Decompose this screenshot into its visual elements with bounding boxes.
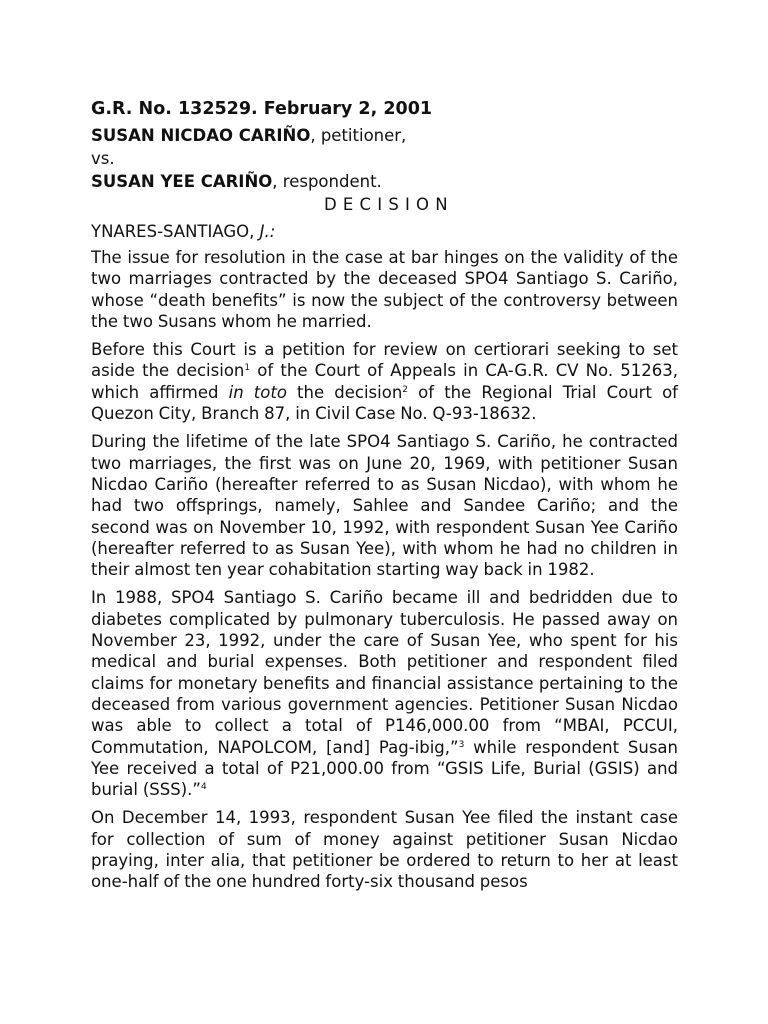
footnote-ref-2[interactable]: 2: [402, 384, 409, 395]
ponente-line: [91, 220, 678, 243]
paragraph-4-text-b: while respondent Susan Yee received a total of P21,000.00 from “GSIS Life, Burial (GSIS) and burial (SSS).”: [91, 737, 678, 800]
ponente-suffix: J.:: [259, 222, 276, 241]
paragraph-1: The issue for resolution in the case at bar hinges on the validity of the two marriages contracted by the deceased SPO4 Santiago S. Cariño, whose “death benefits” is now the subject of the controversy between the two Susans whom he married.: [91, 248, 678, 331]
footnote-ref-1[interactable]: 1: [244, 363, 251, 374]
paragraph-5: On December 14, 1993, respondent Susan Yee filed the instant case for collection of sum of money against petitioner Susan Nicdao praying, inter alia, that petitioner be ordered to return to her at least one-half of the one hundred forty-six thousand pesos: [91, 808, 678, 892]
paragraph-2-text-a: Before this Court is a petition for review on certiorari seeking to set aside the decision: [91, 340, 678, 381]
petitioner-role: , petitioner,: [310, 126, 407, 145]
versus-line: vs.: [91, 149, 115, 168]
paragraph-2: [91, 339, 678, 424]
paragraph-3: During the lifetime of the late SPO4 Santiago S. Cariño, he contracted two marriages, the first was on June 20, 1969, with petitioner Susan Nicdao Cariño (hereafter referred to as Susan Nicdao), with whom he had two offsprings, namely, Sahlee and Sandee Cariño; and the second was on November 10, 1992, with respondent Susan Yee Cariño (hereafter referred to as Susan Yee), with whom he had no children in their almost ten year cohabitation starting way back in 1982.: [91, 432, 678, 580]
case-number: G.R. No. 132529. February 2, 2001: [91, 99, 433, 119]
paragraph-4-text-a: In 1988, SPO4 Santiago S. Cariño became ill and bedridden due to diabetes complicated by pulmonary tuberculosis. He passed away on November 23, 1992, under the care of Susan Yee, who spent for his medical and burial expenses. Both petitioner and respondent filed claims for monetary benefits and financial assistance pertaining to the deceased from various government agencies. Petitioner Susan Nicdao was able to collect a total of P146,000.00 from “MBAI, PCCUI, Commutation, NAPOLCOM, [and] Pag-ibig,”: [91, 588, 678, 757]
decision-heading: DECISION: [324, 195, 454, 214]
petitioner-line: [91, 124, 678, 147]
respondent-line: [91, 170, 678, 193]
respondent-role: , respondent.: [272, 172, 382, 191]
footnote-ref-3[interactable]: 3: [458, 739, 465, 750]
paragraph-2-text-b: of the Court of Appeals in CA-G.R. CV No. 51263, which affirmed: [91, 361, 678, 402]
respondent-name: SUSAN YEE CARIÑO: [91, 172, 273, 191]
paragraph-2-text-c: the decision: [286, 382, 403, 402]
footnote-ref-4[interactable]: 4: [200, 782, 207, 793]
paragraph-2-text-d: of the Regional Trial Court of Quezon City, Branch 87, in Civil Case No. Q-93-18632.: [91, 382, 678, 424]
paragraph-4: [91, 587, 678, 800]
ponente-name: YNARES-SANTIAGO,: [91, 222, 255, 241]
paragraph-2-italic: in toto: [228, 382, 287, 402]
petitioner-name: SUSAN NICDAO CARIÑO: [91, 126, 311, 145]
